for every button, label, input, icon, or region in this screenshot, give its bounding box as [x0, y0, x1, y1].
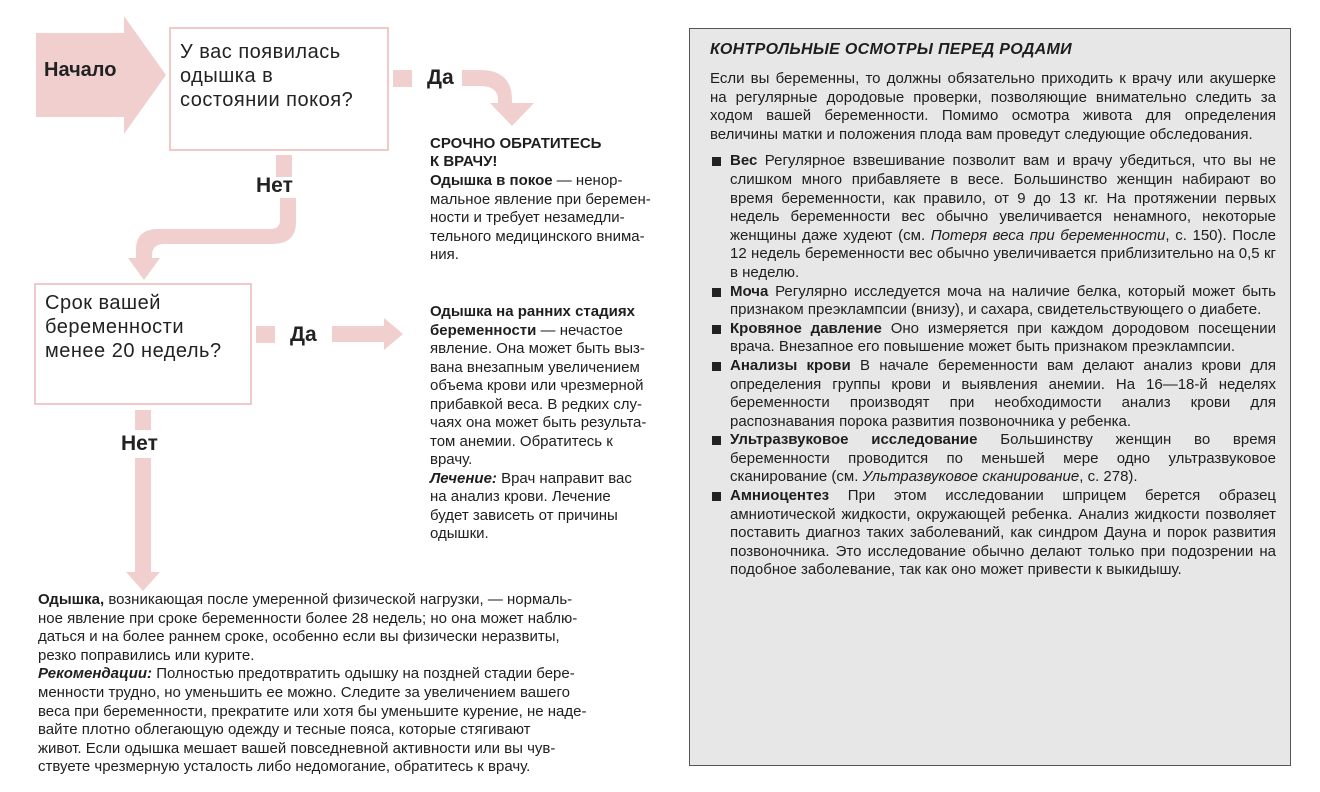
- list-item: Анализы крови В начале беременности вам делают анализ крови для определения группы крови и выявления анемии. На 16—18-й неделях беременности производят при необходимости анализ крови для распознавания порока развития позвоночника у ребенка.: [710, 357, 1276, 431]
- urgent-line: СРОЧНО ОБРАТИТЕСЬ: [430, 135, 602, 152]
- no1-label: Нет: [256, 174, 293, 197]
- no2-arrow: [126, 458, 160, 591]
- yes2-connector: [256, 326, 275, 343]
- yes1-connector: [393, 70, 412, 87]
- no1-curve-arrow: [128, 198, 296, 280]
- square-bullet-icon: [712, 157, 721, 166]
- yes2-arrow: [332, 318, 403, 350]
- rest-dyspnea-block: Одышка в покое — ненор- мальное явление при беремен- ности и требует незамедли- тельного медицинского внима- ния.: [430, 172, 651, 263]
- early-title: Одышка на ранних стадиях: [430, 303, 635, 320]
- panel-intro: Если вы беременны, то должны обязательно приходить к врачу или акушерке на регулярные дородовые проверки, позволяющие внимательно следить за ходом вашей беременности. Помимо осмотра живота для определения величины матки и положения плода вам проведут следующие обследования.: [710, 70, 1276, 143]
- yes1-curve-arrow: [462, 70, 534, 126]
- urgent-line: К ВРАЧУ!: [430, 153, 498, 170]
- question1-line: одышка в: [180, 65, 274, 87]
- list-item: Кровяное давление Оно измеряется при каждом дородовом посещении врача. Внезапное его повышение может быть признаком преэклампсии.: [710, 320, 1276, 357]
- question2-text: [45, 291, 222, 363]
- square-bullet-icon: [712, 492, 721, 501]
- start-label: Начало: [44, 59, 117, 81]
- prenatal-checkups-panel: [689, 28, 1291, 766]
- panel-title: КОНТРОЛЬНЫЕ ОСМОТРЫ ПЕРЕД РОДАМИ: [710, 41, 1072, 58]
- list-item: Ультразвуковое исследование Большинству женщин во время беременности проводится по меньшей мере одно ультразвуковое сканирование (см. Ультразвуковое сканирование, с. 278).: [710, 431, 1276, 487]
- urgent-notice: [430, 135, 680, 171]
- treatment-label: Лечение:: [430, 469, 497, 487]
- yes2-label: Да: [290, 323, 317, 346]
- question2-line: менее 20 недель?: [45, 340, 222, 362]
- list-item: Моча Регулярно исследуется моча на наличие белка, который может быть признаком преэклампсии (внизу), и сахара, свидетельствующего о диабете.: [710, 283, 1276, 320]
- list-item: Вес Регулярное взвешивание позволит вам и врачу убедиться, что вы не слишком много прибавляете в весе. Большинство женщин набирают во время беременности, как правило, от 9 до 13 кг. На протяжении первых недель беременности вес обычно увеличивается ненамного, некоторые женщины даже худеют (см. Потеря веса при беременности, с. 150). После 12 недель беременности вес обычно увеличивается приблизительно на 0,5 кг в неделю.: [710, 152, 1276, 282]
- question2-line: Срок вашей: [45, 292, 161, 314]
- square-bullet-icon: [712, 288, 721, 297]
- recommendations-label: Рекомендации:: [38, 665, 153, 683]
- list-item: Амниоцентез При этом исследовании шприцем берется образец амниотической жидкости, окружающей ребенка. Анализ жидкости позволяет поставить диагноз таких заболеваний, как синдром Дауна и порок развития позвоночника. Это исследование обычно делают только при подозрении на подобное заболевание, так как оно может привести к выкидышу.: [710, 487, 1276, 580]
- question2-line: беременности: [45, 316, 185, 338]
- yes1-label: Да: [427, 66, 454, 89]
- question1-text: [180, 40, 353, 112]
- late-pregnancy-block: Одышка, возникающая после умеренной физической нагрузки, — нормаль- ное явление при сроке беременности более 28 недель; но она может наблю- даться и на более раннем сроке, особенно если вы физически неразвиты, резко поправились или курите. Рекомендации: Полностью предотвратить одышку на поздней стадии бере- менности трудно, но уменьшить ее можно. Следите за увеличением вашего веса при беременности, прекратите или хотя бы уменьшите курение, не наде- вайте плотно облегающую одежду и тесные пояса, которые стягивают живот. Если одышка мешает вашей повседневной активности или вы чув- ствуете чрезмерную усталость либо недомогание, обратитесь к врачу.: [38, 591, 587, 776]
- checkup-list: [710, 152, 1276, 580]
- early-pregnancy-block: Одышка на ранних стадиях беременности — нечастое явление. Она может быть выз- вана внезапным увеличением объема крови или чрезмерной прибавкой веса. В редких слу- чаях она может быть результа- том анемии. Обратитесь к врачу. Лечение: Врач направит вас на анализ крови. Лечение будет зависеть от причины одышки.: [430, 303, 647, 542]
- question1-line: У вас появилась: [180, 41, 341, 63]
- square-bullet-icon: [712, 362, 721, 371]
- no2-stem: [135, 410, 151, 430]
- square-bullet-icon: [712, 325, 721, 334]
- rest-dyspnea-title: Одышка в покое: [430, 172, 553, 189]
- late-title: Одышка,: [38, 591, 105, 608]
- square-bullet-icon: [712, 436, 721, 445]
- question1-line: состоянии покоя?: [180, 89, 354, 111]
- no2-label: Нет: [121, 432, 158, 455]
